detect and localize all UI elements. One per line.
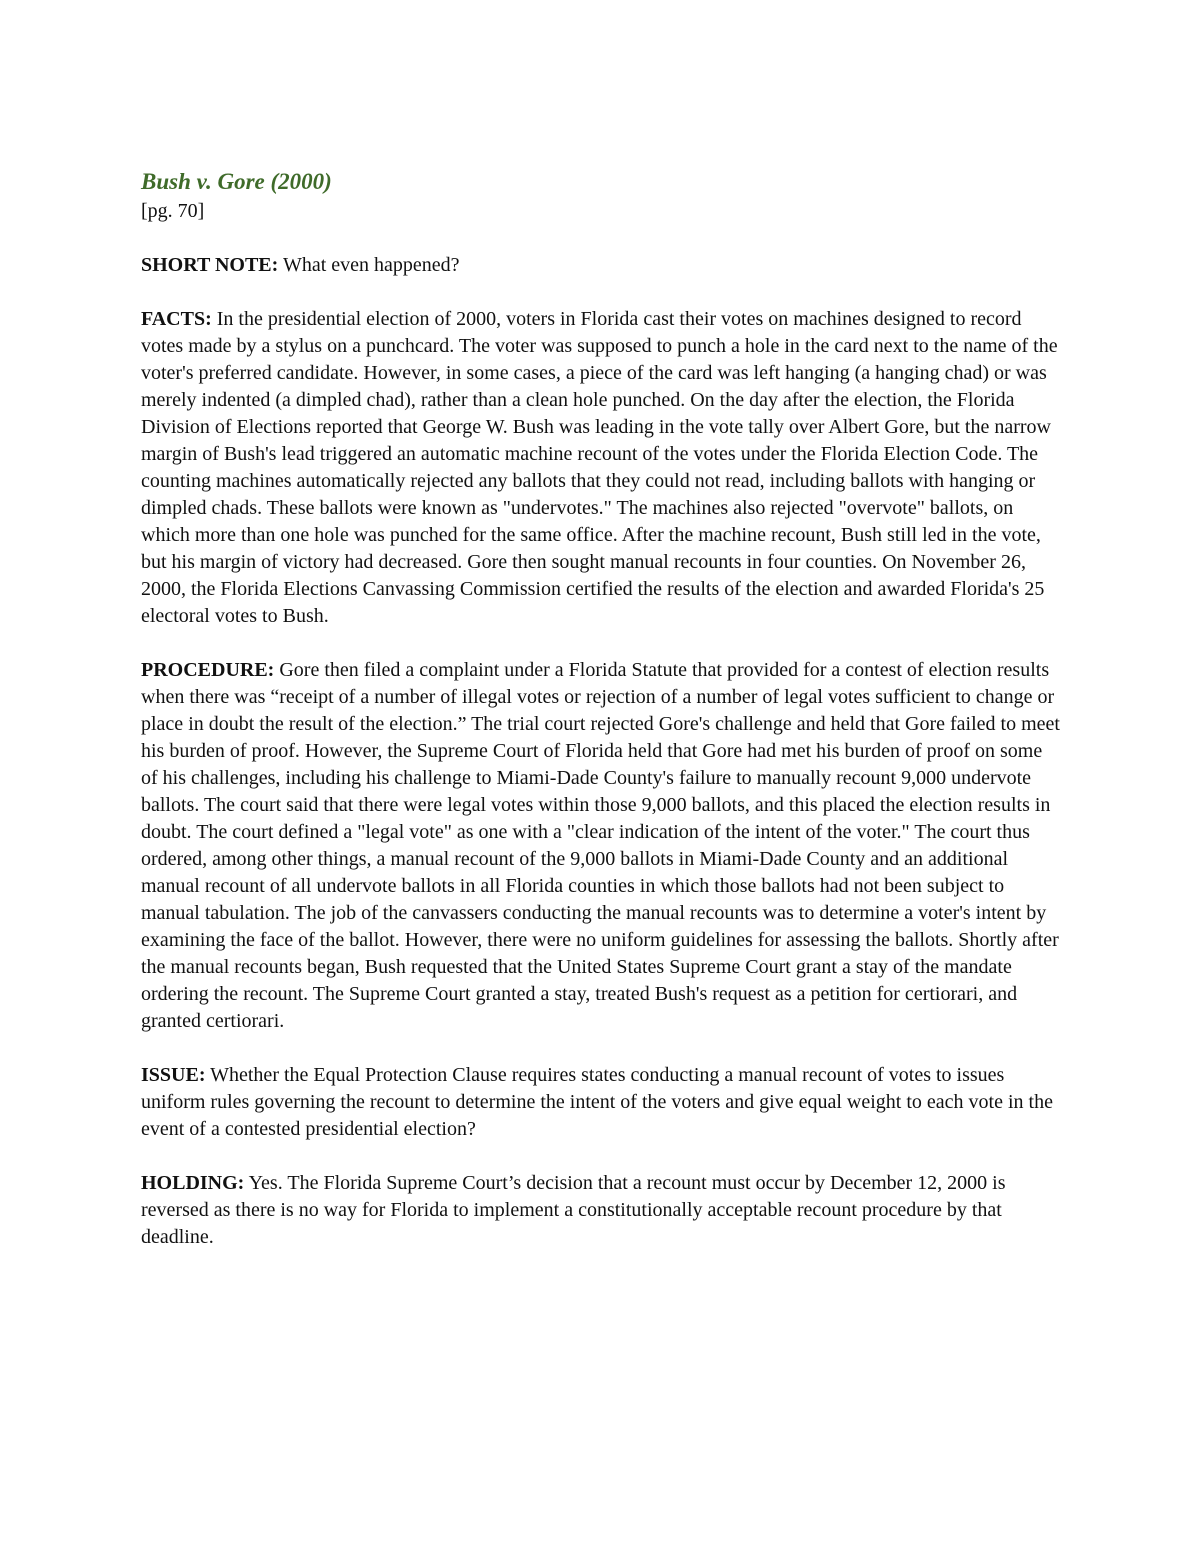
issue-text: Whether the Equal Protection Clause requires states conducting a manual recount of votes to issues uniform rules governing the recount to determine the intent of the voters and give equal weight to each vote in the event of a contested presidential election? [141,1064,1053,1140]
issue-label: ISSUE: [141,1064,206,1086]
facts-text: In the presidential election of 2000, voters in Florida cast their votes on machines designed to record votes made by a stylus on a punchcard. The voter was supposed to punch a hole in the card next to the name of the voter's preferred candidate. However, in some cases, a piece of the card was left hanging (a hanging chad) or was merely indented (a dimpled chad), rather than a clean hole punched. On the day after the election, the Florida Division of Elections reported that George W. Bush was leading in the vote tally over Albert Gore, but the narrow margin of Bush's lead triggered an automatic machine recount of the votes under the Florida Election Code. The counting machines automatically rejected any ballots that they could not read, including ballots with hanging or dimpled chads. These ballots were known as "undervotes." The machines also rejected "overvote" ballots, on which more than one hole was punched for the same office. After the machine recount, Bush still led in the vote, but his margin of victory had decreased. Gore then sought manual recounts in four counties. On November 26, 2000, the Florida Elections Canvassing Commission certified the results of the election and awarded Florida's 25 electoral votes to Bush. [141,308,1058,627]
procedure-text: Gore then filed a complaint under a Florida Statute that provided for a contest of election results when there was “receipt of a number of illegal votes or rejection of a number of legal votes sufficient to change or place in doubt the result of the election.” The trial court rejected Gore's challenge and held that Gore failed to meet his burden of proof. However, the Supreme Court of Florida held that Gore had met his burden of proof on some of his challenges, including his challenge to Miami-Dade County's failure to manually recount 9,000 undervote ballots. The court said that there were legal votes within those 9,000 ballots, and this placed the election results in doubt. The court defined a "legal vote" as one with a "clear indication of the intent of the voter." The court thus ordered, among other things, a manual recount of the 9,000 ballots in Miami-Dade County and an additional manual recount of all undervote ballots in all Florida counties in which those ballots had not been subject to manual tabulation. The job of the canvassers conducting the manual recounts was to determine a voter's intent by examining the face of the ballot. However, there were no uniform guidelines for assessing the ballots. Shortly after the manual recounts began, Bush requested that the United States Supreme Court grant a stay of the mandate ordering the recount. The Supreme Court granted a stay, treated Bush's request as a petition for certiorari, and granted certiorari. [141,659,1060,1032]
case-brief [141,166,1061,1278]
procedure-label: PROCEDURE: [141,659,275,681]
short-note-text: What even happened? [282,254,460,276]
case-title: Bush v. Gore (2000) [141,169,332,194]
holding-label: HOLDING: [141,1172,245,1194]
short-note-label: SHORT NOTE: [141,254,279,276]
facts-section [141,306,1061,630]
issue-section [141,1062,1061,1143]
short-note-section [141,252,1061,279]
holding-text: Yes. The Florida Supreme Court’s decision that a recount must occur by December 12, 2000 is reversed as there is no way for Florida to implement a constitutionally acceptable recount procedure by that deadline. [141,1172,1006,1248]
facts-label: FACTS: [141,308,212,330]
procedure-section [141,657,1061,1035]
page-reference: [pg. 70] [141,200,205,222]
holding-section [141,1170,1061,1251]
